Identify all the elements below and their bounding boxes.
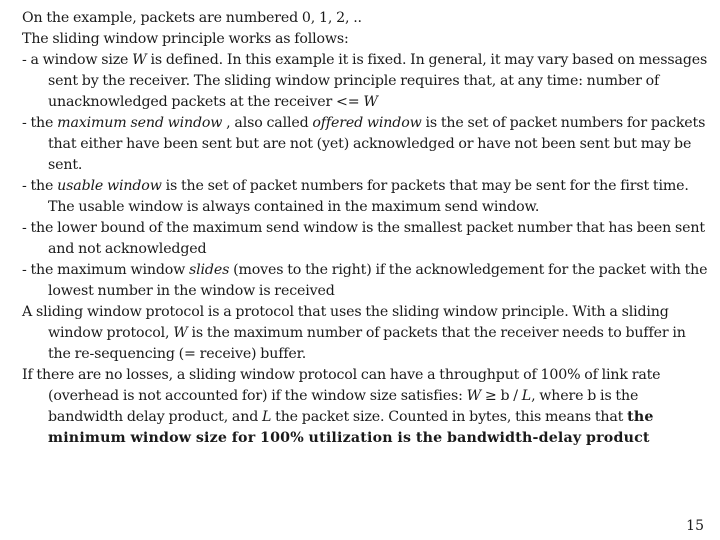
- text-run: is the set of packet numbers for packets that either have been sent but are not (yet) acknowledged or have not been sent but may be sent.: [48, 115, 706, 173]
- italic-term: W: [173, 325, 188, 341]
- text-run: A sliding window protocol is a protocol that uses the sliding window principle. With a sliding window protocol,: [22, 304, 669, 341]
- italic-term: W: [132, 52, 147, 68]
- italic-term: slides: [189, 262, 230, 278]
- text-run: - the: [22, 115, 58, 131]
- bold-text: the minimum window size for 100% utilization is the bandwidth-delay product: [48, 409, 654, 446]
- text-run: is defined. In this example it is fixed. In general, it may vary based on messages sent by the receiver. The sliding window principle requires that, at any time: number of unacknowledged packets at the receiver <=: [48, 52, 708, 110]
- italic-term: W: [363, 94, 378, 110]
- text-run: - the: [22, 178, 58, 194]
- italic-term: L: [521, 388, 532, 404]
- text-run: On the example, packets are numbered 0, 1, 2, ..: [22, 10, 362, 26]
- paragraph: [22, 365, 712, 449]
- text-run: - the maximum window: [22, 262, 189, 278]
- paragraph: [22, 29, 712, 50]
- page-number: 15: [686, 518, 704, 534]
- text-run: If there are no losses, a sliding window protocol can have a throughput of 100% of link rate (overhead is not accounted for) if the window size satisfies:: [22, 367, 661, 404]
- text-run: (moves to the right) if the acknowledgement for the packet with the lowest number in the window is received: [48, 262, 708, 299]
- text-run: The sliding window principle works as follows:: [22, 31, 349, 47]
- text-run: - the lower bound of the maximum send window is the smallest packet number that has been sent and not acknowledged: [22, 220, 705, 257]
- italic-term: usable window: [57, 178, 162, 194]
- paragraph: [22, 218, 712, 260]
- text-run: ≥ b /: [481, 388, 522, 404]
- slide-body: [22, 8, 712, 449]
- text-run: is the set of packet numbers for packets that may be sent for the first time. The usable window is always contained in the maximum send window.: [48, 178, 689, 215]
- italic-term: offered window: [312, 115, 422, 131]
- paragraph: [22, 176, 712, 218]
- paragraph: [22, 50, 712, 113]
- italic-term: maximum send window: [57, 115, 223, 131]
- text-run: , also called: [222, 115, 313, 131]
- paragraph: [22, 302, 712, 365]
- italic-term: L: [262, 409, 272, 425]
- paragraph: [22, 8, 712, 29]
- text-run: - a window size: [22, 52, 133, 68]
- italic-term: W: [466, 388, 482, 404]
- paragraph: [22, 113, 712, 176]
- text-run: is the maximum number of packets that the receiver needs to buffer in the re-sequencing (= receive) buffer.: [48, 325, 686, 362]
- text-run: , where b is the bandwidth delay product, and: [48, 388, 639, 425]
- text-run: the packet size. Counted in bytes, this means that: [271, 409, 628, 425]
- paragraph: [22, 260, 712, 302]
